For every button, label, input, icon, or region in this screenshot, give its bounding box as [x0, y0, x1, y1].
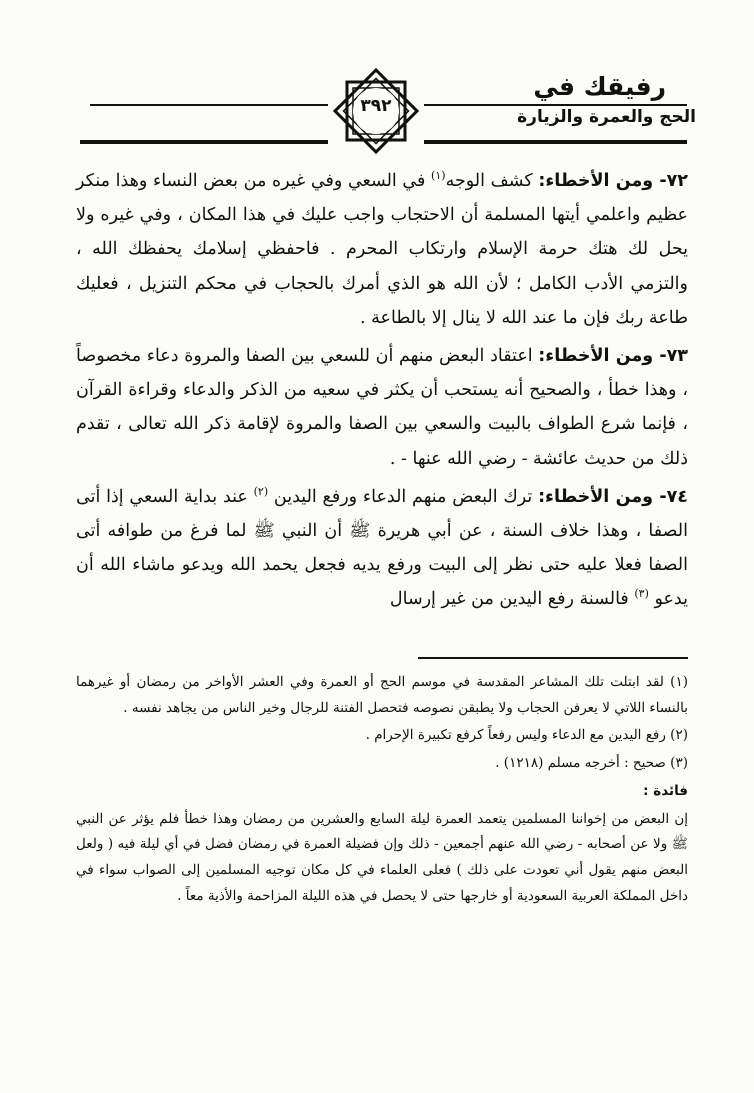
entry-text: فالسنة رفع اليدين من غير إرسال	[389, 589, 635, 610]
entry-text: اعتقاد البعض منهم أن للسعي بين الصفا والمروة دعاء مخصوصاً ، وهذا خطأ ، والصحيح أنه يستحب أن يكثر في سعيه من الذكر والدعاء وقراءة القرآن ، فإنما شرع الطواف بالبيت والسعي بين الصفا والمروة لإقامة ذكر الله تعالى ، تقدم ذلك من حديث عائشة - رضي الله عنها - .	[76, 346, 688, 469]
page-number: ٣٩٢	[360, 96, 392, 116]
benefit-heading: فائدة :	[643, 782, 688, 799]
footnotes	[76, 670, 688, 911]
footnotes-divider	[418, 657, 688, 659]
entry-label: ٧٤- ومن الأخطاء:	[538, 486, 688, 507]
footnote-1: (١) لقد ابتلت تلك المشاعر المقدسة في موسم الحج أو العمرة وفي العشر الأواخر من رمضان أو غيرهما بالنساء اللاتي لا يعرفن الحجاب ولا يطبقن نصوصه فتحصل الفتنة للرجال وخير الناس من يجاهد نفسه .	[76, 674, 688, 716]
footnote-ref: (٢)	[253, 485, 269, 498]
footnote-3: (٣) صحيح : أخرجه مسلم (١٢١٨) .	[495, 755, 688, 772]
entry-text: في السعي وفي غيره من بعض النساء وهذا منكر عظيم واعلمي أيتها المسلمة أن الاحتجاب واجب عليك في هذا المكان ، وفي غيره ولا يحل لك هتك حرمة الإسلام وارتكاب المحرم . فاحفظي إسلامك يحفظك الله ، والتزمي الأدب الكامل ؛ لأن الله هو الذي أمرك بالحجاب في محكم التنزيل ، فعليك طاعة ربك فإن ما عند الله لا ينال إلا بالطاعة .	[76, 171, 688, 328]
entry-label: ٧٣- ومن الأخطاء:	[538, 346, 688, 367]
entry-label: ٧٢- ومن الأخطاء:	[538, 171, 688, 191]
entry-74	[76, 480, 688, 617]
book-title-line1: رفيقك في	[533, 72, 666, 101]
benefit-text: إن البعض من إخواننا المسلمين يتعمد العمرة ليلة السابع والعشرين من رمضان وهذا خطأ فلم يؤثر عن النبي ﷺ ولا عن أصحابه - رضي الله عنهم أجمعين - ذلك وإن فضيلة العمرة في رمضان فضل في أي ليلة فيه ( ولعل البعض منهم يقول أني تعودت على ذلك ) فعلى العلماء في كل مكان توجيه المسلمين إلى الصواب سواء في داخل المملكة العربية السعودية أو خارجها حتى لا يحصل في هذه الليلة المزاحمة والأذية معاً .	[76, 810, 688, 904]
footnote-ref: (١)	[431, 169, 446, 183]
entry-73	[76, 339, 688, 476]
footnote-2: (٢) رفع اليدين مع الدعاء وليس رفعاً كرفع تكبيرة الإحرام .	[365, 727, 688, 744]
main-text	[76, 164, 688, 621]
entry-text: ترك البعض منهم الدعاء ورفع اليدين	[268, 486, 539, 507]
entry-72	[76, 164, 688, 335]
entry-text: كشف الوجه	[445, 171, 539, 191]
entry-text: عند بداية السعي إذا أتى الصفا ، وهذا خلاف السنة ، عن أبي هريرة ﷺ أن النبي ﷺ لما فرغ من طوافه أتى الصفا فعلا عليه حتى نظر إلى البيت ورفع يديه فجعل يحمد الله ويدعو ماشاء الله أن يدعو	[76, 486, 688, 610]
book-title-line2: الحج والعمرة والزيارة	[517, 107, 696, 127]
footnote-ref: (٣)	[634, 587, 649, 601]
